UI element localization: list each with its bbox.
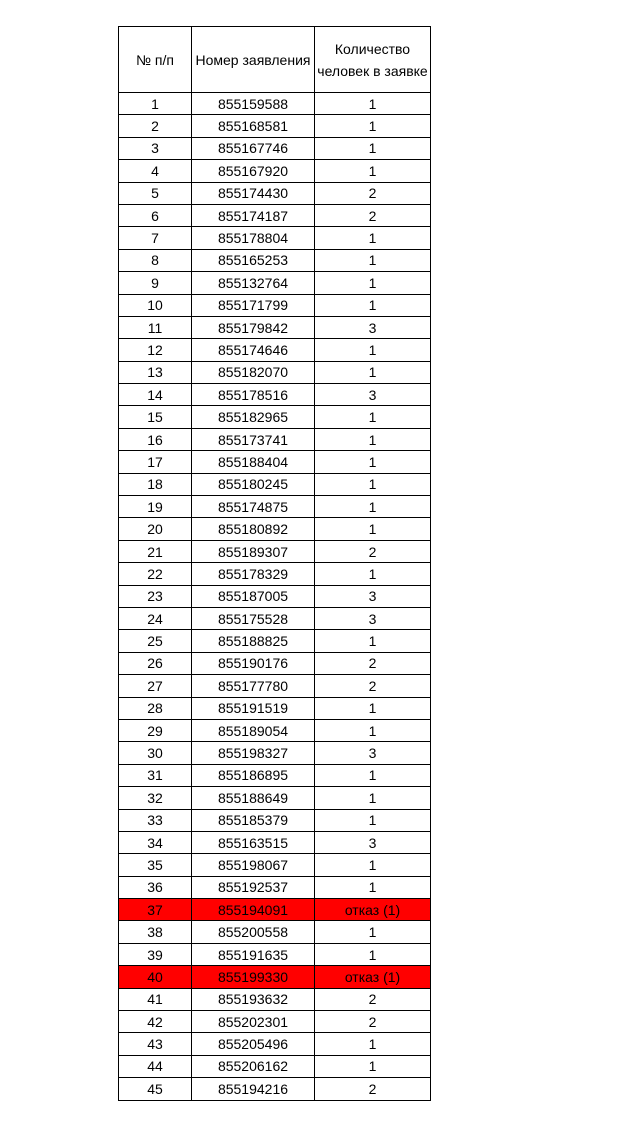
header-num: № п/п: [119, 27, 192, 93]
people-count-cell: 2: [315, 182, 431, 204]
table-row: [119, 675, 431, 697]
row-number-cell: 43: [119, 1033, 192, 1055]
table-row: [119, 496, 431, 518]
people-count-cell: 3: [315, 742, 431, 764]
people-count-cell: 1: [315, 496, 431, 518]
row-number-cell: 24: [119, 607, 192, 629]
application-number-cell: 855182965: [192, 406, 315, 428]
people-count-cell: 3: [315, 831, 431, 853]
table-row: [119, 182, 431, 204]
application-number-cell: 855173741: [192, 428, 315, 450]
people-count-cell: 1: [315, 876, 431, 898]
table-row: [119, 876, 431, 898]
application-number-cell: 855167746: [192, 137, 315, 159]
row-number-cell: 36: [119, 876, 192, 898]
people-count-cell: 1: [315, 1055, 431, 1077]
row-number-cell: 16: [119, 428, 192, 450]
row-number-cell: 31: [119, 764, 192, 786]
people-count-cell: 1: [315, 764, 431, 786]
table-row: [119, 115, 431, 137]
people-count-cell: 3: [315, 607, 431, 629]
people-count-cell: 1: [315, 361, 431, 383]
people-count-cell: отказ (1): [315, 966, 431, 988]
application-number-cell: 855174646: [192, 339, 315, 361]
row-number-cell: 39: [119, 943, 192, 965]
application-number-cell: 855179842: [192, 316, 315, 338]
row-number-cell: 9: [119, 272, 192, 294]
row-number-cell: 23: [119, 585, 192, 607]
table-row: [119, 137, 431, 159]
people-count-cell: 1: [315, 249, 431, 271]
table-row: [119, 563, 431, 585]
table-row: [119, 809, 431, 831]
people-count-cell: 2: [315, 988, 431, 1010]
people-count-cell: 2: [315, 652, 431, 674]
row-number-cell: 45: [119, 1078, 192, 1100]
table-row-refused: [119, 966, 431, 988]
people-count-cell: 1: [315, 428, 431, 450]
people-count-cell: 1: [315, 697, 431, 719]
row-number-cell: 3: [119, 137, 192, 159]
table-row: [119, 831, 431, 853]
row-number-cell: 35: [119, 854, 192, 876]
table-row: [119, 697, 431, 719]
table-row: [119, 384, 431, 406]
row-number-cell: 42: [119, 1011, 192, 1033]
table-row: [119, 339, 431, 361]
row-number-cell: 14: [119, 384, 192, 406]
application-number-cell: 855177780: [192, 675, 315, 697]
people-count-cell: 1: [315, 160, 431, 182]
table-row: [119, 540, 431, 562]
row-number-cell: 15: [119, 406, 192, 428]
row-number-cell: 1: [119, 93, 192, 115]
row-number-cell: 41: [119, 988, 192, 1010]
application-number-cell: 855163515: [192, 831, 315, 853]
application-number-cell: 855185379: [192, 809, 315, 831]
table-row: [119, 787, 431, 809]
application-number-cell: 855180245: [192, 473, 315, 495]
application-number-cell: 855165253: [192, 249, 315, 271]
application-number-cell: 855178329: [192, 563, 315, 585]
people-count-cell: 2: [315, 540, 431, 562]
table-row: [119, 988, 431, 1010]
application-number-cell: 855191519: [192, 697, 315, 719]
table-body: [119, 93, 431, 1101]
table-row: [119, 473, 431, 495]
application-number-cell: 855198327: [192, 742, 315, 764]
application-number-cell: 855182070: [192, 361, 315, 383]
application-number-cell: 855194216: [192, 1078, 315, 1100]
people-count-cell: 1: [315, 227, 431, 249]
table-row: [119, 1078, 431, 1100]
people-count-cell: 1: [315, 1033, 431, 1055]
application-number-cell: 855189054: [192, 719, 315, 741]
people-count-cell: 1: [315, 93, 431, 115]
table-row: [119, 1055, 431, 1077]
application-number-cell: 855200558: [192, 921, 315, 943]
row-number-cell: 44: [119, 1055, 192, 1077]
people-count-cell: 1: [315, 943, 431, 965]
people-count-cell: 1: [315, 809, 431, 831]
people-count-cell: 3: [315, 384, 431, 406]
table-row: [119, 1011, 431, 1033]
application-number-cell: 855159588: [192, 93, 315, 115]
table-row: [119, 630, 431, 652]
application-number-cell: 855192537: [192, 876, 315, 898]
table-row: [119, 652, 431, 674]
row-number-cell: 5: [119, 182, 192, 204]
row-number-cell: 32: [119, 787, 192, 809]
row-number-cell: 10: [119, 294, 192, 316]
application-number-cell: 855199330: [192, 966, 315, 988]
row-number-cell: 13: [119, 361, 192, 383]
table-row: [119, 607, 431, 629]
people-count-cell: 1: [315, 137, 431, 159]
application-number-cell: 855168581: [192, 115, 315, 137]
row-number-cell: 21: [119, 540, 192, 562]
application-number-cell: 855188404: [192, 451, 315, 473]
table-row: [119, 1033, 431, 1055]
application-number-cell: 855132764: [192, 272, 315, 294]
row-number-cell: 40: [119, 966, 192, 988]
row-number-cell: 20: [119, 518, 192, 540]
row-number-cell: 33: [119, 809, 192, 831]
people-count-cell: 2: [315, 1078, 431, 1100]
application-number-cell: 855194091: [192, 899, 315, 921]
application-number-cell: 855180892: [192, 518, 315, 540]
row-number-cell: 11: [119, 316, 192, 338]
people-count-cell: 1: [315, 787, 431, 809]
row-number-cell: 2: [119, 115, 192, 137]
application-number-cell: 855205496: [192, 1033, 315, 1055]
table-row: [119, 272, 431, 294]
header-people-count: Количество человек в заявке: [315, 27, 431, 93]
table-row: [119, 719, 431, 741]
application-number-cell: 855193632: [192, 988, 315, 1010]
row-number-cell: 28: [119, 697, 192, 719]
table-row: [119, 361, 431, 383]
row-number-cell: 37: [119, 899, 192, 921]
table-row: [119, 764, 431, 786]
people-count-cell: 1: [315, 339, 431, 361]
application-number-cell: 855171799: [192, 294, 315, 316]
table-row: [119, 742, 431, 764]
table-row: [119, 160, 431, 182]
people-count-cell: 1: [315, 921, 431, 943]
people-count-cell: 1: [315, 451, 431, 473]
application-number-cell: 855206162: [192, 1055, 315, 1077]
table-row: [119, 249, 431, 271]
row-number-cell: 17: [119, 451, 192, 473]
application-number-cell: 855174430: [192, 182, 315, 204]
people-count-cell: 1: [315, 518, 431, 540]
table-row-refused: [119, 899, 431, 921]
application-number-cell: 855189307: [192, 540, 315, 562]
application-number-cell: 855178516: [192, 384, 315, 406]
application-number-cell: 855190176: [192, 652, 315, 674]
application-number-cell: 855188649: [192, 787, 315, 809]
row-number-cell: 18: [119, 473, 192, 495]
table-row: [119, 451, 431, 473]
application-number-cell: 855174187: [192, 204, 315, 226]
row-number-cell: 25: [119, 630, 192, 652]
application-number-cell: 855167920: [192, 160, 315, 182]
table-row: [119, 227, 431, 249]
row-number-cell: 26: [119, 652, 192, 674]
table-row: [119, 204, 431, 226]
application-number-cell: 855175528: [192, 607, 315, 629]
people-count-cell: 2: [315, 1011, 431, 1033]
people-count-cell: 2: [315, 204, 431, 226]
table-row: [119, 854, 431, 876]
people-count-cell: 1: [315, 294, 431, 316]
row-number-cell: 30: [119, 742, 192, 764]
table-row: [119, 316, 431, 338]
table-header-row: [119, 27, 431, 93]
row-number-cell: 6: [119, 204, 192, 226]
people-count-cell: 1: [315, 406, 431, 428]
people-count-cell: 1: [315, 630, 431, 652]
application-number-cell: 855174875: [192, 496, 315, 518]
row-number-cell: 34: [119, 831, 192, 853]
people-count-cell: 1: [315, 272, 431, 294]
application-number-cell: 855178804: [192, 227, 315, 249]
application-number-cell: 855188825: [192, 630, 315, 652]
table-row: [119, 585, 431, 607]
row-number-cell: 27: [119, 675, 192, 697]
row-number-cell: 22: [119, 563, 192, 585]
row-number-cell: 4: [119, 160, 192, 182]
application-number-cell: 855198067: [192, 854, 315, 876]
header-application-number: Номер заявления: [192, 27, 315, 93]
table-row: [119, 518, 431, 540]
people-count-cell: отказ (1): [315, 899, 431, 921]
row-number-cell: 8: [119, 249, 192, 271]
application-number-cell: 855191635: [192, 943, 315, 965]
table-row: [119, 93, 431, 115]
table-row: [119, 406, 431, 428]
people-count-cell: 2: [315, 675, 431, 697]
people-count-cell: 1: [315, 563, 431, 585]
row-number-cell: 38: [119, 921, 192, 943]
people-count-cell: 3: [315, 585, 431, 607]
row-number-cell: 19: [119, 496, 192, 518]
table-row: [119, 428, 431, 450]
table-row: [119, 921, 431, 943]
application-number-cell: 855202301: [192, 1011, 315, 1033]
table-row: [119, 294, 431, 316]
row-number-cell: 7: [119, 227, 192, 249]
application-number-cell: 855186895: [192, 764, 315, 786]
people-count-cell: 1: [315, 473, 431, 495]
people-count-cell: 1: [315, 115, 431, 137]
application-number-cell: 855187005: [192, 585, 315, 607]
people-count-cell: 1: [315, 719, 431, 741]
applications-table: [118, 26, 431, 1101]
table-row: [119, 943, 431, 965]
row-number-cell: 29: [119, 719, 192, 741]
people-count-cell: 3: [315, 316, 431, 338]
row-number-cell: 12: [119, 339, 192, 361]
people-count-cell: 1: [315, 854, 431, 876]
